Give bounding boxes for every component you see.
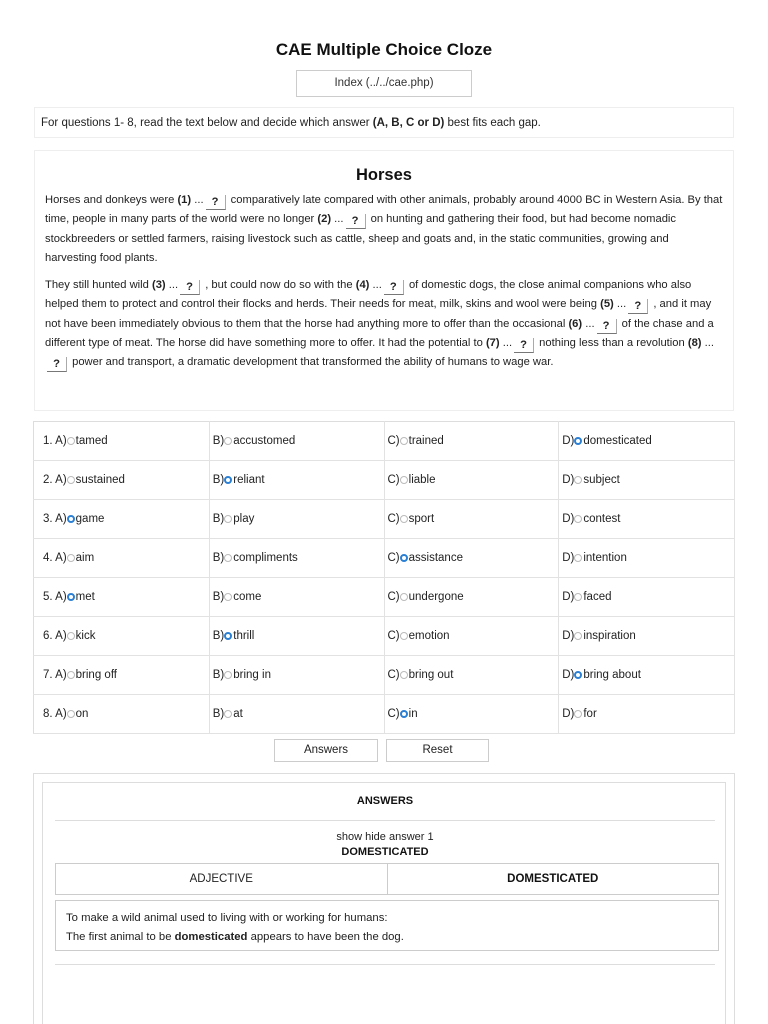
option-letter: A): [55, 669, 67, 681]
passage-paragraph-2: [45, 276, 723, 372]
answers-heading: ANSWERS: [356, 795, 414, 807]
example-text: The first animal to be: [66, 931, 175, 943]
option-label[interactable]: tamed: [75, 435, 108, 447]
question-row-1: [34, 422, 735, 461]
passage-text: ...: [499, 337, 513, 350]
radio-button-4-d[interactable]: [574, 554, 582, 562]
answer-word: DOMESTICATED: [341, 846, 429, 858]
option-label[interactable]: in: [408, 708, 418, 720]
passage-panel: [34, 150, 734, 411]
option-cell: [559, 500, 735, 539]
option-letter: D): [562, 513, 575, 525]
gap-number-6: (6): [568, 317, 583, 330]
example-text-end: appears to have been the dog.: [247, 931, 404, 943]
part-of-speech-word: DOMESTICATED: [387, 864, 719, 894]
option-label[interactable]: contest: [583, 513, 621, 525]
option-letter: C): [387, 552, 400, 564]
option-cell: [384, 461, 559, 500]
gap-number-3: (3): [151, 279, 166, 292]
question-number: 1.: [43, 435, 53, 447]
option-label[interactable]: emotion: [408, 630, 450, 642]
option-cell: [384, 539, 559, 578]
option-label[interactable]: faced: [583, 591, 612, 603]
option-letter: C): [387, 435, 400, 447]
gap-number-5: (5): [600, 298, 614, 311]
radio-button-8-a[interactable]: [67, 710, 75, 718]
question-row-5: [34, 578, 735, 617]
gap-1-button[interactable]: ?: [206, 195, 226, 210]
option-cell: [34, 695, 210, 734]
option-cell: [209, 500, 384, 539]
radio-button-2-d[interactable]: [574, 476, 582, 484]
radio-button-4-a[interactable]: [67, 554, 75, 562]
option-label[interactable]: compliments: [233, 552, 298, 564]
question-number: 5.: [43, 591, 53, 603]
passage-text: ...: [701, 337, 714, 350]
question-number: 3.: [43, 513, 53, 525]
option-letter: B): [212, 591, 225, 603]
gap-3-button[interactable]: ?: [180, 280, 200, 295]
gap-number-2: (2): [317, 213, 332, 226]
show-link[interactable]: show: [336, 831, 363, 843]
radio-button-6-b[interactable]: [224, 632, 232, 640]
radio-button-3-b[interactable]: [224, 515, 232, 523]
option-letter: A): [55, 708, 67, 720]
option-letter: A): [55, 513, 67, 525]
option-cell: [559, 617, 735, 656]
definition-text: To make a wild animal used to living with or working for humans:: [66, 912, 388, 924]
option-label[interactable]: trained: [408, 435, 444, 447]
option-label[interactable]: met: [75, 591, 95, 603]
answers-panel: [42, 782, 726, 1024]
passage-text: They still hunted wild: [45, 279, 152, 292]
instructions-options: (A, B, C or D): [372, 117, 445, 129]
example-keyword: domesticated: [174, 931, 248, 943]
option-letter: B): [212, 630, 225, 642]
option-letter: D): [562, 669, 575, 681]
passage-text: Horses and donkeys were: [45, 194, 178, 206]
answers-section: [33, 773, 735, 1024]
radio-button-1-a[interactable]: [67, 437, 75, 445]
instructions: [34, 107, 734, 138]
option-cell: [384, 695, 559, 734]
question-row-8: [34, 695, 735, 734]
option-label[interactable]: play: [233, 513, 255, 525]
passage-text: ...: [613, 298, 627, 311]
gap-number-4: (4): [355, 279, 370, 292]
option-label[interactable]: bring in: [233, 669, 271, 681]
option-label[interactable]: accustomed: [233, 435, 296, 447]
option-cell: [559, 461, 735, 500]
gap-5-button[interactable]: ?: [628, 299, 648, 314]
radio-button-5-b[interactable]: [224, 593, 232, 601]
option-label[interactable]: game: [75, 513, 105, 525]
option-cell: [209, 656, 384, 695]
radio-button-8-b[interactable]: [224, 710, 232, 718]
option-label[interactable]: liable: [408, 474, 436, 486]
question-row-4: [34, 539, 735, 578]
option-letter: C): [387, 630, 400, 642]
hide-link[interactable]: hide: [365, 831, 386, 843]
gap-8-button[interactable]: ?: [47, 357, 67, 372]
radio-button-6-c[interactable]: [400, 632, 408, 640]
passage-text: ...: [191, 194, 204, 206]
radio-button-1-b[interactable]: [224, 437, 232, 445]
radio-button-8-d[interactable]: [574, 710, 582, 718]
radio-button-7-b[interactable]: [224, 671, 232, 679]
option-letter: D): [562, 435, 575, 447]
radio-button-5-c[interactable]: [400, 593, 408, 601]
divider: [55, 820, 715, 821]
example-sentence: [66, 928, 708, 947]
option-label[interactable]: sustained: [75, 474, 125, 486]
radio-button-7-d[interactable]: [574, 671, 582, 679]
option-cell: [34, 578, 210, 617]
option-cell: [209, 578, 384, 617]
option-cell: [209, 461, 384, 500]
option-cell: [559, 539, 735, 578]
option-cell: [384, 656, 559, 695]
gap-6-button[interactable]: ?: [597, 319, 617, 334]
radio-button-3-d[interactable]: [574, 515, 582, 523]
passage-text: ...: [369, 279, 382, 292]
index-link[interactable]: Index (../../cae.php): [296, 70, 472, 97]
option-cell: [209, 695, 384, 734]
show-hide-row: [43, 831, 727, 843]
gap-2-button[interactable]: ?: [346, 214, 366, 229]
gap-4-button[interactable]: ?: [384, 280, 404, 295]
option-cell: [384, 422, 559, 461]
passage-paragraph-1: [45, 191, 723, 268]
gap-number-7: (7): [485, 337, 500, 350]
option-letter: B): [212, 435, 225, 447]
instructions-text-end: best fits each gap.: [444, 117, 541, 129]
radio-button-1-d[interactable]: [574, 437, 582, 445]
passage-text: ...: [582, 317, 595, 330]
part-of-speech-table: [55, 863, 719, 895]
option-letter: B): [212, 474, 225, 486]
option-label[interactable]: intention: [583, 552, 627, 564]
choices-table: [33, 421, 735, 734]
option-letter: C): [387, 669, 400, 681]
radio-button-6-a[interactable]: [67, 632, 75, 640]
passage-text: ...: [165, 279, 179, 292]
option-letter: A): [55, 474, 67, 486]
instructions-text: For questions 1- 8, read the text below and decide which answer: [41, 117, 373, 129]
radio-button-2-a[interactable]: [67, 476, 75, 484]
radio-button-4-b[interactable]: [224, 554, 232, 562]
option-cell: [34, 500, 210, 539]
option-cell: [34, 539, 210, 578]
page-title: CAE Multiple Choice Cloze: [275, 40, 493, 59]
passage-text: power and transport, a dramatic development that transformed the ability of humans to wage war.: [69, 356, 554, 369]
option-cell: [559, 695, 735, 734]
option-cell: [34, 617, 210, 656]
option-label[interactable]: reliant: [233, 474, 265, 486]
radio-button-8-c[interactable]: [400, 710, 408, 718]
option-letter: D): [562, 591, 575, 603]
option-cell: [384, 578, 559, 617]
passage-text: ...: [331, 213, 344, 226]
option-cell: [34, 461, 210, 500]
option-label[interactable]: for: [583, 708, 597, 720]
radio-button-3-a[interactable]: [67, 515, 75, 523]
option-letter: A): [55, 435, 67, 447]
option-letter: C): [387, 591, 400, 603]
option-label[interactable]: kick: [75, 630, 96, 642]
option-letter: D): [562, 630, 575, 642]
option-cell: [559, 578, 735, 617]
option-label[interactable]: thrill: [233, 630, 255, 642]
option-label[interactable]: sport: [408, 513, 435, 525]
option-label[interactable]: subject: [583, 474, 620, 486]
option-letter: D): [562, 474, 575, 486]
radio-button-5-a[interactable]: [67, 593, 75, 601]
option-label[interactable]: bring off: [75, 669, 118, 681]
option-label[interactable]: aim: [75, 552, 95, 564]
passage-text: nothing less than a revolution: [536, 337, 688, 350]
option-label[interactable]: assistance: [408, 552, 463, 564]
question-number: 6.: [43, 630, 53, 642]
option-cell: [559, 422, 735, 461]
option-cell: [34, 422, 210, 461]
option-letter: C): [387, 708, 400, 720]
option-cell: [34, 656, 210, 695]
question-row-3: [34, 500, 735, 539]
option-letter: B): [212, 552, 225, 564]
divider: [55, 964, 715, 965]
radio-button-7-c[interactable]: [400, 671, 408, 679]
radio-button-2-b[interactable]: [224, 476, 232, 484]
option-label[interactable]: bring about: [583, 669, 641, 681]
option-letter: B): [212, 669, 225, 681]
option-cell: [209, 539, 384, 578]
passage-text: on hunting and gathering their food, but had become nomadic stockbreeders or settled farmers, raising livestock such as cattle, sheep and goats and, in the static communities, growing and harvesting food plants.: [45, 213, 676, 264]
question-row-2: [34, 461, 735, 500]
question-number: 2.: [43, 474, 53, 486]
gap-7-button[interactable]: ?: [514, 338, 534, 353]
question-row-6: [34, 617, 735, 656]
question-number: 8.: [43, 708, 53, 720]
passage-text: , and it may not have been immediately obvious to them that the horse had anything more to offer than the occasional: [45, 298, 712, 330]
option-letter: C): [387, 474, 400, 486]
option-letter: C): [387, 513, 400, 525]
option-letter: A): [55, 630, 67, 642]
passage-text: of the chase and a different type of meat. The horse did have something more to offer. It had the potential to: [45, 317, 714, 350]
radio-button-7-a[interactable]: [67, 671, 75, 679]
question-number: 4.: [43, 552, 53, 564]
option-label[interactable]: domesticated: [583, 435, 652, 447]
question-row-7: [34, 656, 735, 695]
reset-button[interactable]: Reset: [386, 739, 489, 762]
option-letter: D): [562, 552, 575, 564]
radio-button-2-c[interactable]: [400, 476, 408, 484]
answers-button[interactable]: Answers: [274, 739, 378, 762]
question-number: 7.: [43, 669, 53, 681]
option-cell: [559, 656, 735, 695]
option-letter: D): [562, 708, 575, 720]
passage-text: , but could now do so with the: [202, 279, 356, 292]
radio-button-5-d[interactable]: [574, 593, 582, 601]
option-label[interactable]: on: [75, 708, 89, 720]
option-letter: A): [55, 552, 67, 564]
option-label[interactable]: inspiration: [583, 630, 636, 642]
option-label[interactable]: undergone: [408, 591, 464, 603]
option-letter: B): [212, 513, 225, 525]
radio-button-3-c[interactable]: [400, 515, 408, 523]
option-cell: [209, 617, 384, 656]
option-label[interactable]: at: [233, 708, 243, 720]
radio-button-6-d[interactable]: [574, 632, 582, 640]
passage-title: Horses: [356, 166, 412, 184]
radio-button-1-c[interactable]: [400, 437, 408, 445]
option-letter: B): [212, 708, 225, 720]
option-cell: [209, 422, 384, 461]
gap-number-8: (8): [687, 337, 702, 350]
gap-number-1: (1): [177, 194, 192, 206]
option-label[interactable]: come: [233, 591, 262, 603]
option-label[interactable]: bring out: [408, 669, 454, 681]
definition-box: [55, 900, 719, 951]
answer-label: answer 1: [388, 831, 434, 843]
option-letter: A): [55, 591, 67, 603]
option-cell: [384, 500, 559, 539]
option-cell: [384, 617, 559, 656]
part-of-speech: ADJECTIVE: [189, 873, 253, 885]
radio-button-4-c[interactable]: [400, 554, 408, 562]
passage-text: comparatively late compared with other animals, probably around 4000 BC in Western Asia. By that time, people in many parts of the world were no longer: [45, 194, 723, 226]
passage-text: of domestic dogs, the close animal companions who also helped them to protect and control their flocks and herds. Their needs for meat, milk, skins and wool were being: [45, 279, 692, 311]
